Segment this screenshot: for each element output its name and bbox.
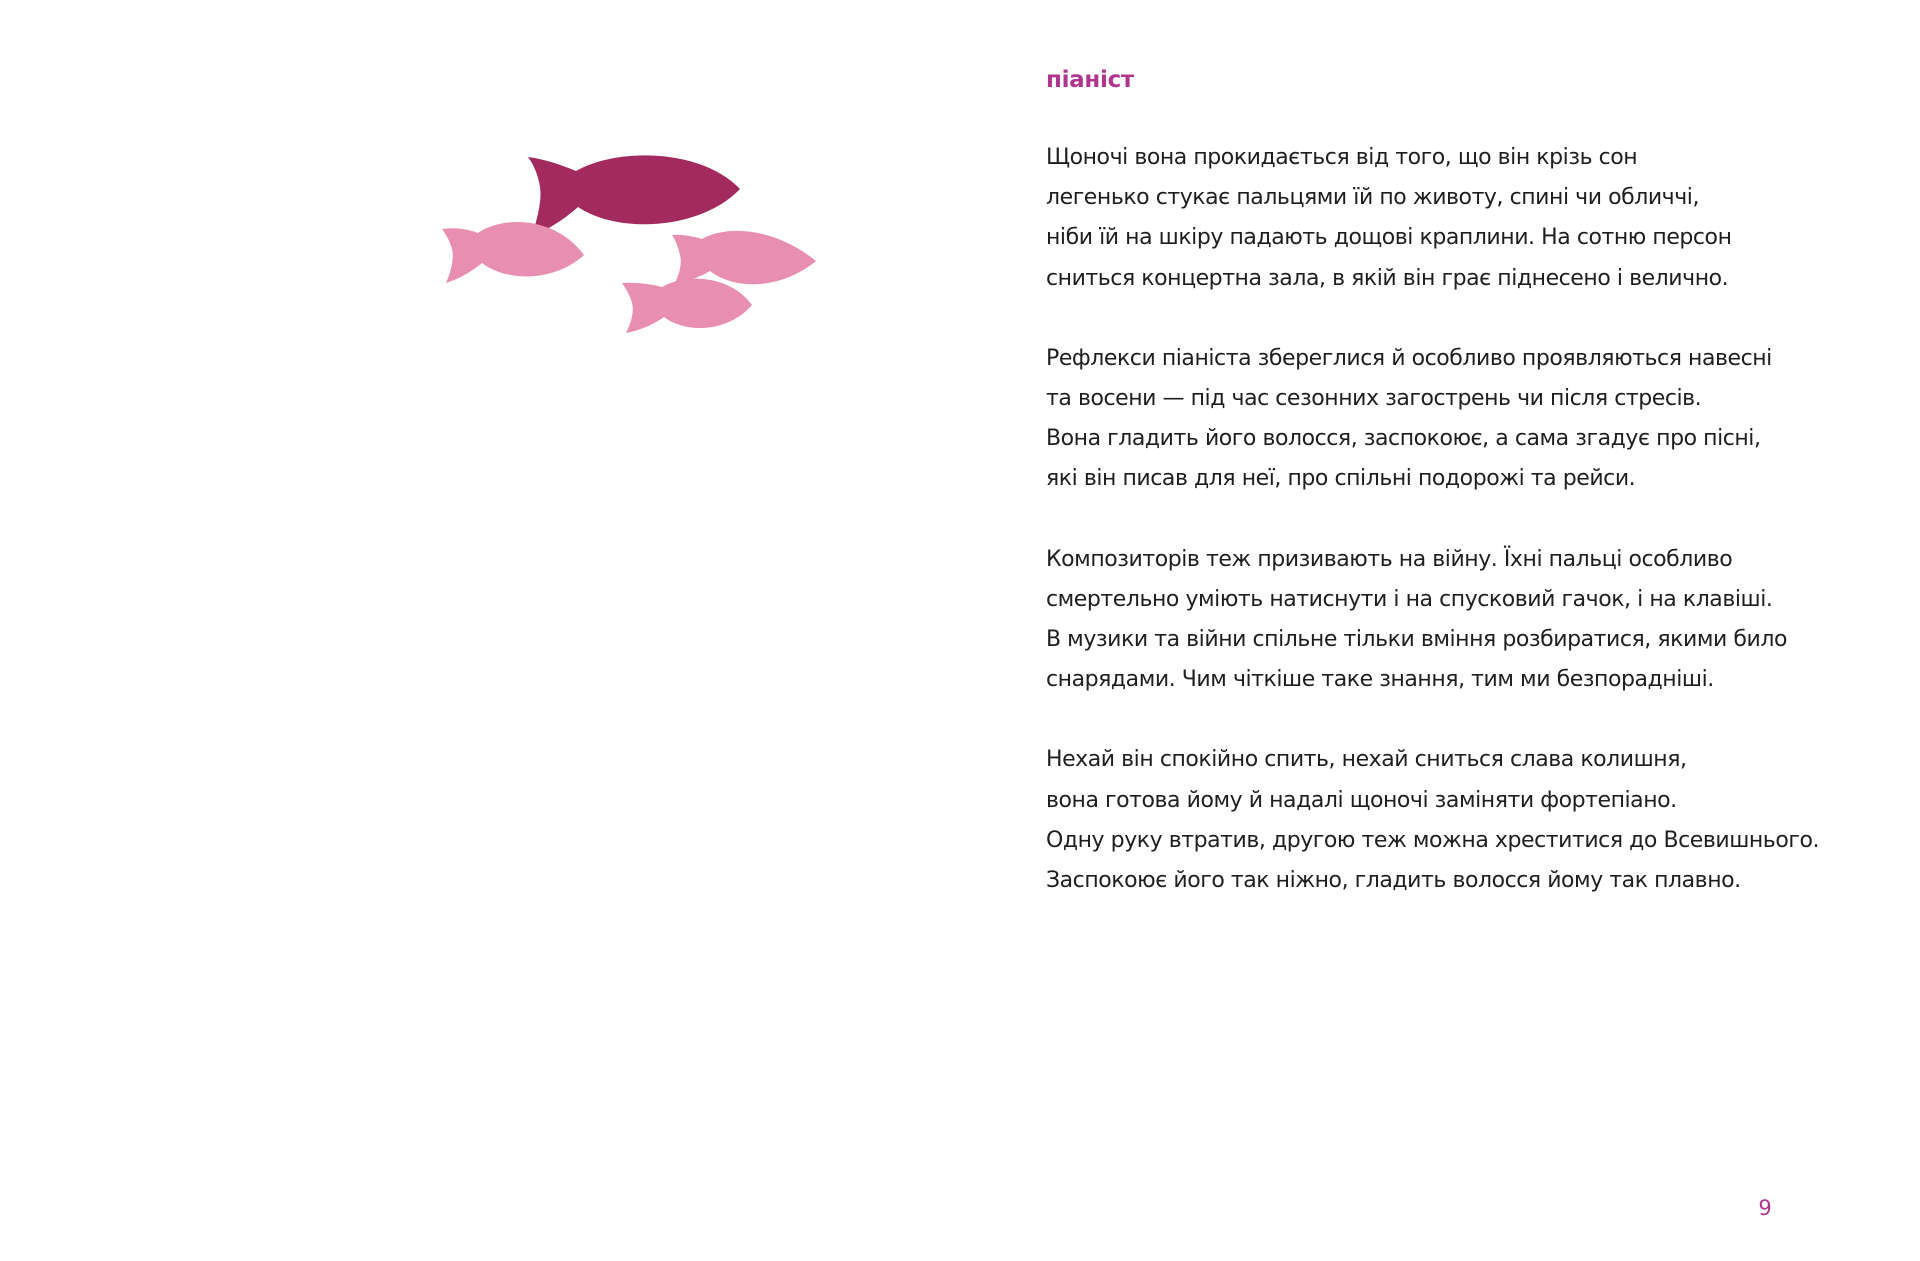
poem-line: вона готова йому й надалі щоночі заміняти фортепіано. bbox=[1046, 787, 1677, 813]
poem-line: Щоночі вона прокидається від того, що він крізь сон bbox=[1046, 145, 1638, 170]
light-fish-bottom-icon bbox=[622, 279, 752, 333]
light-fish-right-icon bbox=[672, 231, 816, 285]
poem-line: Заспокоює його так ніжно, гладить волосся йому так плавно. bbox=[1046, 868, 1741, 894]
poem-line: смертельно уміють натиснути і на спусковий гачок, і на клавіші. bbox=[1046, 586, 1773, 612]
fish-school-icon bbox=[440, 145, 820, 345]
poem-line: Рефлекси піаніста збереглися й особливо проявляються навесні bbox=[1046, 345, 1772, 371]
poem-line: снарядами. Чим чіткіше таке знання, тим ми безпорадніші. bbox=[1046, 667, 1714, 693]
stanza-1 bbox=[1046, 138, 1886, 299]
poem-column bbox=[1046, 60, 1886, 941]
poem-title: піаніст bbox=[1046, 67, 1134, 93]
poem-line: Нехай він спокійно спить, нехай сниться слава колишня, bbox=[1046, 747, 1687, 773]
page-number: 9 bbox=[1758, 1196, 1772, 1220]
poem-line: які він писав для неї, про спільні подорожі та рейси. bbox=[1046, 466, 1636, 492]
poem-line: Композиторів теж призивають на війну. Їхні пальці особливо bbox=[1046, 546, 1733, 572]
poem-line: Одну руку втратив, другою теж можна хреститися до Всевишнього. bbox=[1046, 827, 1819, 853]
poem-body bbox=[1046, 138, 1886, 901]
stanza-4 bbox=[1046, 740, 1886, 901]
stanza-2 bbox=[1046, 339, 1886, 500]
poem-line: та восени — під час сезонних загострень чи після стресів. bbox=[1046, 386, 1702, 412]
light-fish-left-icon bbox=[442, 222, 584, 283]
poem-line: В музики та війни спільне тільки вміння розбиратися, якими било bbox=[1046, 627, 1787, 653]
dark-fish-icon bbox=[528, 155, 740, 235]
poem-line: сниться концертна зала, в якій він грає піднесено і велично. bbox=[1046, 265, 1729, 291]
poem-line: ніби їй на шкіру падають дощові краплини. На сотню персон bbox=[1046, 225, 1732, 251]
poem-line: легенько стукає пальцями їй по животу, спині чи обличчі, bbox=[1046, 185, 1699, 211]
poem-line: Вона гладить його волосся, заспокоює, а сама згадує про пісні, bbox=[1046, 426, 1761, 452]
stanza-3 bbox=[1046, 540, 1886, 701]
